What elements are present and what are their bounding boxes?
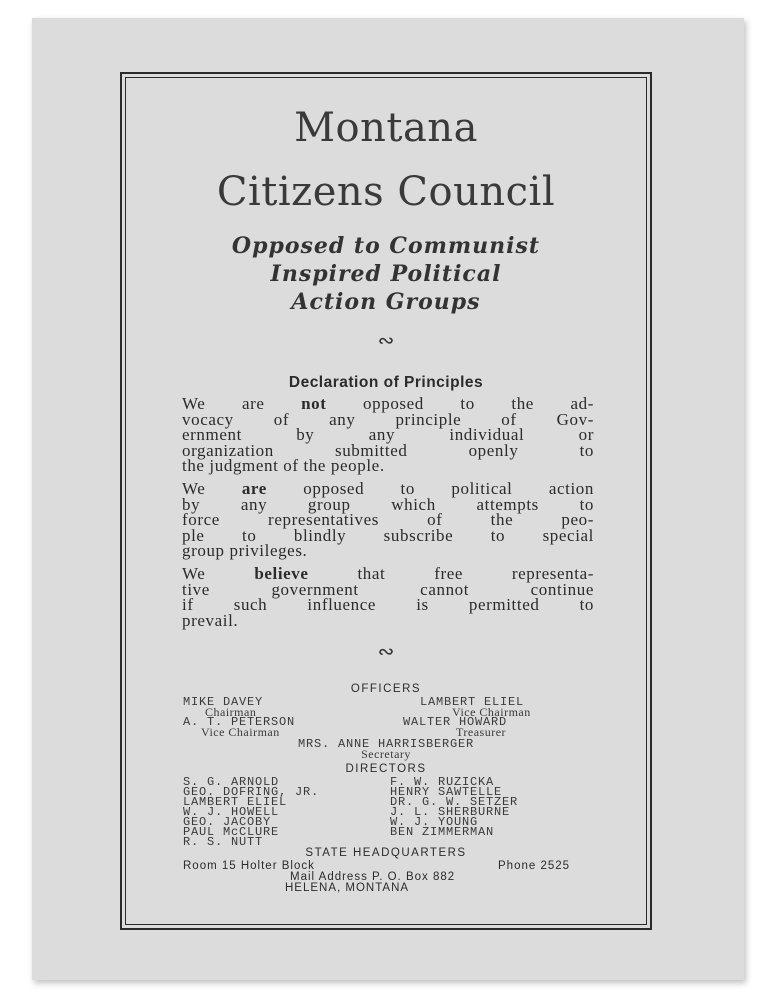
director-name: BEN ZIMMERMAN bbox=[390, 825, 495, 839]
hq-heading: STATE HEADQUARTERS bbox=[305, 847, 467, 859]
paragraph-line: We are opposed to political action bbox=[182, 479, 594, 498]
paragraph-line: prevail. bbox=[182, 610, 239, 630]
paragraph-line: by any group which attempts to bbox=[182, 494, 594, 514]
paragraph-line: We believe that free representa- bbox=[182, 564, 595, 583]
principle-paragraph-1 bbox=[182, 396, 594, 474]
subtitle-line-2: Inspired Political bbox=[270, 261, 502, 287]
officer-name: MIKE DAVEY bbox=[183, 695, 264, 709]
ornament-divider-2: ∾ bbox=[377, 639, 395, 663]
director-name: F. W. RUZICKA bbox=[390, 775, 495, 789]
paragraph-line: ple to blindly subscribe to special bbox=[182, 525, 594, 545]
officer-role: Vice Chairman bbox=[452, 705, 531, 719]
hq-city: HELENA, MONTANA bbox=[285, 882, 410, 894]
officer-name: A. T. PETERSON bbox=[183, 715, 296, 729]
paragraph-line: tive government cannot continue bbox=[182, 579, 594, 599]
hq-room: Room 15 Holter Block bbox=[183, 860, 315, 872]
principle-paragraph-2 bbox=[182, 481, 594, 559]
ornament-divider-1: ∾ bbox=[377, 328, 395, 352]
director-name: DR. G. W. SETZER bbox=[390, 795, 519, 809]
director-name: R. S. NUTT bbox=[183, 835, 264, 849]
paragraph-line: the judgment of the people. bbox=[182, 456, 385, 475]
paragraph-line: if such influence is permitted to bbox=[182, 595, 594, 614]
subtitle-line-3: Action Groups bbox=[291, 289, 481, 315]
title-line-1: Montana bbox=[294, 105, 478, 151]
director-name: PAUL McCLURE bbox=[183, 825, 280, 839]
officer-name: WALTER HOWARD bbox=[403, 715, 508, 729]
officer-role: Chairman bbox=[205, 705, 257, 719]
declaration-heading: Declaration of Principles bbox=[288, 374, 484, 391]
director-name: HENRY SAWTELLE bbox=[390, 785, 503, 799]
director-name: GEO. JACOBY bbox=[183, 815, 272, 829]
hq-mail-address: Mail Address P. O. Box 882 bbox=[290, 871, 456, 883]
director-name: GEO. DOFRING, JR. bbox=[183, 785, 320, 799]
paragraph-line: ernment by any individual or bbox=[182, 425, 594, 444]
director-name: J. L. SHERBURNE bbox=[390, 805, 511, 819]
paragraph-line: vocacy of any principle of Gov- bbox=[182, 409, 594, 429]
subtitle-line-1: Opposed to Communist bbox=[231, 233, 541, 259]
principle-paragraph-3 bbox=[182, 566, 594, 628]
director-name: S. G. ARNOLD bbox=[183, 775, 280, 789]
officer-role: Secretary bbox=[361, 747, 411, 761]
director-name: W. J. YOUNG bbox=[390, 815, 479, 829]
hq-phone: Phone 2525 bbox=[498, 860, 571, 872]
director-name: LAMBERT ELIEL bbox=[183, 795, 288, 809]
paragraph-line: force representatives of the peo- bbox=[182, 510, 594, 529]
officer-name: LAMBERT ELIEL bbox=[420, 695, 525, 709]
paragraph-line: We are not opposed to the ad- bbox=[182, 394, 594, 413]
paragraph-line: group privileges. bbox=[182, 541, 308, 560]
officer-name: MRS. ANNE HARRISBERGER bbox=[297, 737, 475, 751]
director-name: W. J. HOWELL bbox=[183, 805, 280, 819]
title-line-2: Citizens Council bbox=[216, 169, 556, 215]
officer-role: Treasurer bbox=[456, 725, 507, 739]
officer-role: Vice Chairman bbox=[201, 725, 280, 739]
paragraph-line: organization submitted openly to bbox=[182, 440, 594, 460]
directors-heading: DIRECTORS bbox=[345, 763, 427, 775]
officers-heading: OFFICERS bbox=[350, 683, 422, 695]
